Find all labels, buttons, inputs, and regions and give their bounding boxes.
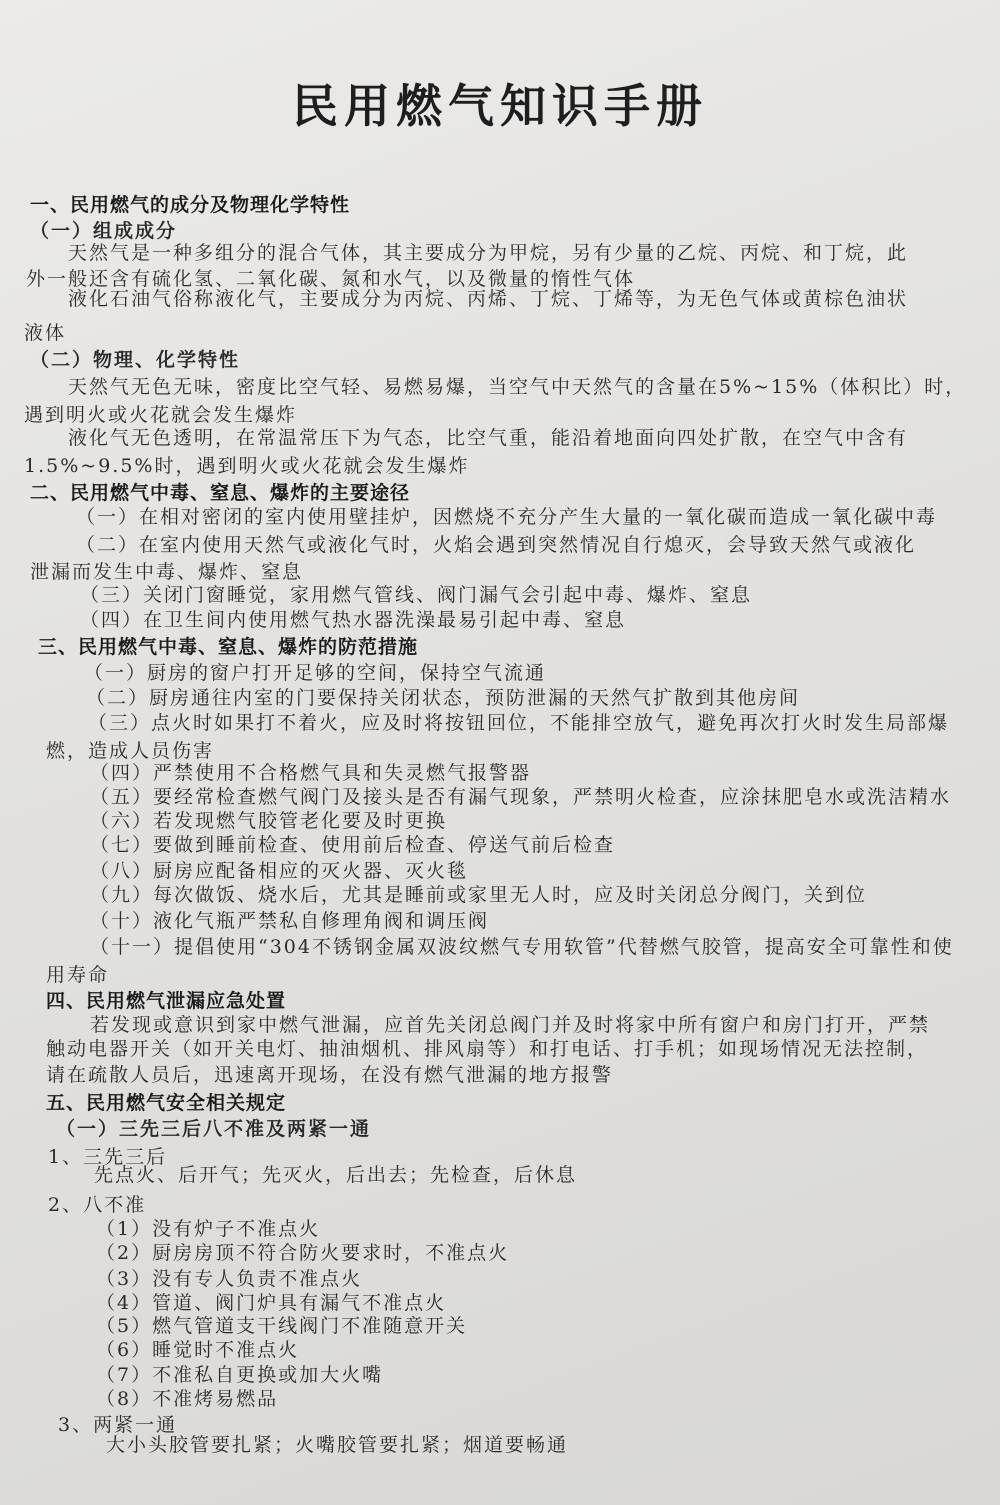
paragraph: 液化气无色透明，在常温常压下为气态，比空气重，能沿着地面向四处扩散，在空气中含有 xyxy=(68,427,909,449)
list-item: （2）厨房房顶不符合防火要求时，不准点火 xyxy=(96,1242,510,1264)
list-item: （7）不准私自更换或加大火嘴 xyxy=(96,1364,384,1386)
list-item: 燃，造成人员伤害 xyxy=(46,740,215,762)
list-item: （4）管道、阀门炉具有漏气不准点火 xyxy=(96,1292,447,1314)
list-item: 泄漏而发生中毒、爆炸、窒息 xyxy=(30,561,304,583)
section-4-heading: 四、民用燃气泄漏应急处置 xyxy=(46,990,287,1012)
list-item: （八）厨房应配备相应的灭火器、灭火毯 xyxy=(90,860,469,882)
section-3-heading: 三、民用燃气中毒、窒息、爆炸的防范措施 xyxy=(38,636,419,658)
paragraph: 液体 xyxy=(24,322,67,344)
list-item: （九）每次做饭、烧水后，尤其是睡前或家里无人时，应及时关闭总分阀门，关到位 xyxy=(90,884,868,906)
section-2-heading: 二、民用燃气中毒、窒息、爆炸的主要途径 xyxy=(30,482,411,504)
paragraph: 天然气无色无味，密度比空气轻、易燃易爆，当空气中天然气的含量在5%~15%（体积比）时， xyxy=(68,376,967,398)
page-title: 民用燃气知识手册 xyxy=(292,79,708,133)
section-1-sub-2: （二）物理、化学特性 xyxy=(30,349,241,371)
list-item: （七）要做到睡前检查、使用前后检查、停送气前后检查 xyxy=(90,834,616,856)
section-1-sub-1: （一）组成成分 xyxy=(30,220,178,242)
list-item: 用寿命 xyxy=(46,964,110,986)
list-item: 先点火、后开气；先灭火，后出去；先检查，后休息 xyxy=(94,1164,578,1186)
list-item: （十一）提倡使用“304不锈钢金属双波纹燃气专用软管”代替燃气胶管，提高安全可靠性和使 xyxy=(90,936,954,958)
list-item: （三）关闭门窗睡觉，家用燃气管线、阀门漏气会引起中毒、爆炸、窒息 xyxy=(80,584,753,606)
list-heading: 2、八不准 xyxy=(48,1194,147,1216)
paragraph: 外一般还含有硫化氢、二氧化碳、氮和水气，以及微量的惰性气体 xyxy=(26,268,636,290)
list-item: （三）点火时如果打不着火，应及时将按钮回位，不能排空放气，避免再次打火时发生局部爆 xyxy=(88,712,950,734)
list-item: （十）液化气瓶严禁私自修理角阀和调压阀 xyxy=(90,910,490,932)
section-1-heading: 一、民用燃气的成分及物理化学特性 xyxy=(30,194,351,216)
paragraph: 触动电器开关（如开关电灯、抽油烟机、排风扇等）和打电话、打手机；如现场情况无法控制， xyxy=(46,1038,929,1060)
list-item: （3）没有专人负责不准点火 xyxy=(96,1268,363,1290)
list-item: （5）燃气管道支干线阀门不准随意开关 xyxy=(96,1315,468,1337)
list-item: （五）要经常检查燃气阀门及接头是否有漏气现象，严禁明火检查，应涂抹肥皂水或洗洁精水 xyxy=(90,786,952,808)
section-5-heading: 五、民用燃气安全相关规定 xyxy=(46,1092,287,1114)
list-item: （四）在卫生间内使用燃气热水器洗澡最易引起中毒、窒息 xyxy=(80,609,627,631)
list-item: （1）没有炉子不准点火 xyxy=(96,1218,321,1240)
paragraph: 液化石油气俗称液化气，主要成分为丙烷、丙烯、丁烷、丁烯等，为无色气体或黄棕色油状 xyxy=(68,288,909,310)
list-item: （一）厨房的窗户打开足够的空间，保持空气流通 xyxy=(84,662,547,684)
list-item: （6）睡觉时不准点火 xyxy=(96,1339,300,1361)
list-item: （二）在室内使用天然气或液化气时，火焰会遇到突然情况自行熄灭，会导致天然气或液化 xyxy=(76,534,917,556)
list-item: （一）在相对密闭的室内使用壁挂炉，因燃烧不充分产生大量的一氧化碳而造成一氧化碳中毒 xyxy=(76,506,938,528)
list-item: （四）严禁使用不合格燃气具和失灵燃气报警器 xyxy=(90,762,532,784)
paragraph: 天然气是一种多组分的混合气体，其主要成分为甲烷，另有少量的乙烷、丙烷、和丁烷，此 xyxy=(68,242,909,264)
paragraph: 1.5%~9.5%时，遇到明火或火花就会发生爆炸 xyxy=(24,455,470,477)
paragraph: 遇到明火或火花就会发生爆炸 xyxy=(24,404,298,426)
list-heading: 1、三先三后 xyxy=(48,1146,168,1168)
paragraph: 请在疏散人员后，迅速离开现场，在没有燃气泄漏的地方报警 xyxy=(46,1064,614,1086)
list-item: （二）厨房通往内室的门要保持关闭状态，预防泄漏的天然气扩散到其他房间 xyxy=(86,687,801,709)
section-5-sub-1: （一）三先三后八不准及两紧一通 xyxy=(56,1118,372,1140)
list-item: （六）若发现燃气胶管老化要及时更换 xyxy=(90,810,448,832)
list-heading: 3、两紧一通 xyxy=(58,1414,178,1436)
list-item: 大小头胶管要扎紧；火嘴胶管要扎紧；烟道要畅通 xyxy=(106,1434,569,1456)
list-item: （8）不准烤易燃品 xyxy=(96,1388,279,1410)
paragraph: 若发现或意识到家中燃气泄漏，应首先关闭总阀门并及时将家中所有窗户和房门打开，严禁 xyxy=(90,1014,931,1036)
